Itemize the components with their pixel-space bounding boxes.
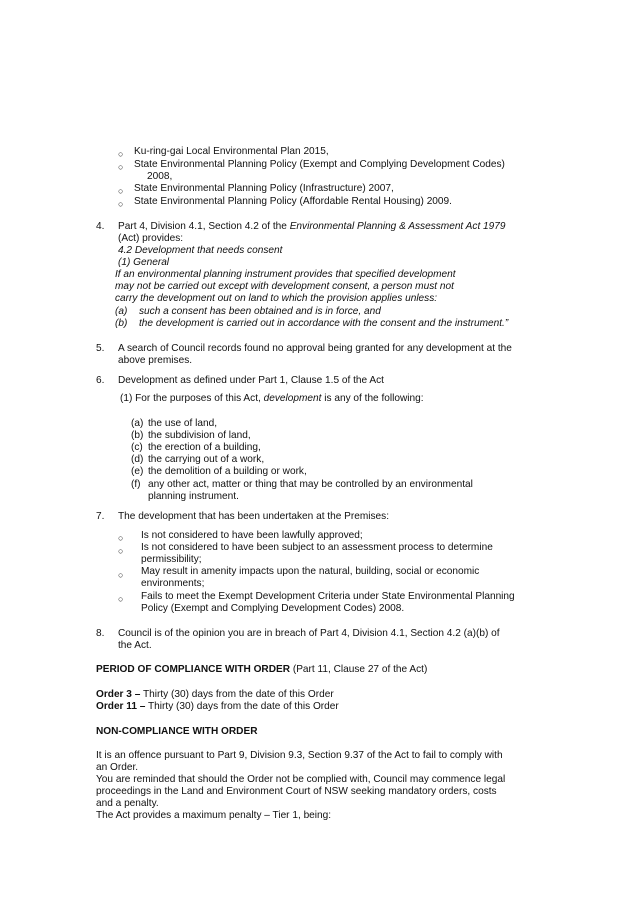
paragraph-line: You are reminded that should the Order not be complied with, Council may commence legal xyxy=(96,774,506,785)
bullet-icon: ○ xyxy=(118,199,124,209)
order-line xyxy=(96,689,334,702)
item-text-line: Council is of the opinion you are in breach of Part 4, Division 4.1, Section 4.2 (a)(b) of xyxy=(118,628,500,639)
paragraph-line: proceedings in the Land and Environment Court of NSW seeking mandatory orders, costs xyxy=(96,786,497,797)
quote-item-text: the development is carried out in accordance with the consent and the instrument.” xyxy=(139,318,509,329)
paragraph-line: It is an offence pursuant to Part 9, Division 9.3, Section 9.37 of the Act to fail to comply with xyxy=(96,750,503,761)
list-item-label: (f) xyxy=(131,479,141,490)
definition-text: (1) For the purposes of this Act, xyxy=(120,393,264,404)
order-text: Thirty (30) days from the date of this Order xyxy=(140,689,334,700)
quote-line: If an environmental planning instrument provides that specified development xyxy=(115,269,456,280)
quote-line: may not be carried out except with development consent, a person must not xyxy=(115,281,454,292)
item-text xyxy=(118,221,506,234)
definition-text: is any of the following: xyxy=(321,393,424,404)
list-item-text: planning instrument. xyxy=(148,491,239,502)
paragraph-line: and a penalty. xyxy=(96,798,159,809)
list-item-text: the subdivision of land, xyxy=(148,430,251,441)
item-text-plain: Part 4, Division 4.1, Section 4.2 of the xyxy=(118,221,290,232)
order-label: Order 11 – xyxy=(96,701,146,712)
bullet-icon: ○ xyxy=(118,162,124,172)
order-line xyxy=(96,701,339,714)
quote-item-text: such a consent has been obtained and is in force, and xyxy=(139,306,381,317)
item-text-line: The development that has been undertaken at the Premises: xyxy=(118,511,390,522)
list-item: State Environmental Planning Policy (Affordable Rental Housing) 2009. xyxy=(134,196,452,207)
act-title: Environmental Planning & Assessment Act 1979 xyxy=(289,221,506,232)
list-item-text: Policy (Exempt and Complying Development Codes) 2008. xyxy=(141,603,405,614)
item-number: 6. xyxy=(96,375,105,386)
paragraph-line: an Order. xyxy=(96,762,139,773)
list-item-label: (a) xyxy=(131,418,144,429)
list-item-line: State Environmental Planning Policy (Exempt and Complying Development Codes) xyxy=(134,159,505,170)
quote-item-label: (b) xyxy=(115,318,128,329)
bullet-icon: ○ xyxy=(118,186,124,196)
list-item-text: Is not considered to have been subject to an assessment process to determine xyxy=(141,542,493,553)
order-text: Thirty (30) days from the date of this Order xyxy=(145,701,339,712)
bullet-icon: ○ xyxy=(118,594,124,604)
list-item-text: permissibility; xyxy=(141,554,202,565)
item-number: 7. xyxy=(96,511,105,522)
list-item-label: (d) xyxy=(131,454,144,465)
bullet-icon: ○ xyxy=(118,149,124,159)
list-item-text: the erection of a building, xyxy=(148,442,261,453)
definition-term: development xyxy=(263,393,322,404)
bullet-icon: ○ xyxy=(118,570,124,580)
definition-intro xyxy=(120,393,424,406)
list-item-label: (b) xyxy=(131,430,144,441)
section-heading: NON-COMPLIANCE WITH ORDER xyxy=(96,726,258,737)
bullet-icon: ○ xyxy=(118,546,124,556)
order-label: Order 3 – xyxy=(96,689,141,700)
section-heading xyxy=(96,664,427,677)
item-text-line: the Act. xyxy=(118,640,152,651)
list-item-text: environments; xyxy=(141,578,205,589)
item-number: 8. xyxy=(96,628,105,639)
list-item-text: the carrying out of a work, xyxy=(148,454,265,465)
list-item: State Environmental Planning Policy (Infrastructure) 2007, xyxy=(134,183,394,194)
section-heading-bold: PERIOD OF COMPLIANCE WITH ORDER xyxy=(96,664,291,675)
list-item-text: May result in amenity impacts upon the natural, building, social or economic xyxy=(141,566,480,577)
item-text-line: (Act) provides: xyxy=(118,233,184,244)
item-text-line: Development as defined under Part 1, Clause 1.5 of the Act xyxy=(118,375,384,386)
list-item-label: (e) xyxy=(131,466,144,477)
paragraph-line: The Act provides a maximum penalty – Tier 1, being: xyxy=(96,810,332,821)
list-item-text: Is not considered to have been lawfully approved; xyxy=(141,530,363,541)
item-number: 4. xyxy=(96,221,105,232)
quote-subheading: 4.2 Development that needs consent xyxy=(118,245,283,256)
quote-line: carry the development out on land to which the provision applies unless: xyxy=(115,293,438,304)
list-item-text: the demolition of a building or work, xyxy=(148,466,307,477)
bullet-icon: ○ xyxy=(118,533,124,543)
quote-general: (1) General xyxy=(118,257,170,268)
list-item-text: the use of land, xyxy=(148,418,218,429)
list-item-text: Fails to meet the Exempt Development Criteria under State Environmental Planning xyxy=(141,591,515,602)
section-heading-reference: (Part 11, Clause 27 of the Act) xyxy=(290,664,428,675)
quote-item-label: (a) xyxy=(115,306,128,317)
item-text-line: A search of Council records found no approval being granted for any development at the xyxy=(118,343,512,354)
list-item: Ku-ring-gai Local Environmental Plan 2015, xyxy=(134,146,329,157)
item-number: 5. xyxy=(96,343,105,354)
list-item-text: any other act, matter or thing that may be controlled by an environmental xyxy=(148,479,473,490)
list-item-label: (c) xyxy=(131,442,143,453)
item-text-line: above premises. xyxy=(118,355,193,366)
list-item-line: 2008, xyxy=(147,171,173,182)
